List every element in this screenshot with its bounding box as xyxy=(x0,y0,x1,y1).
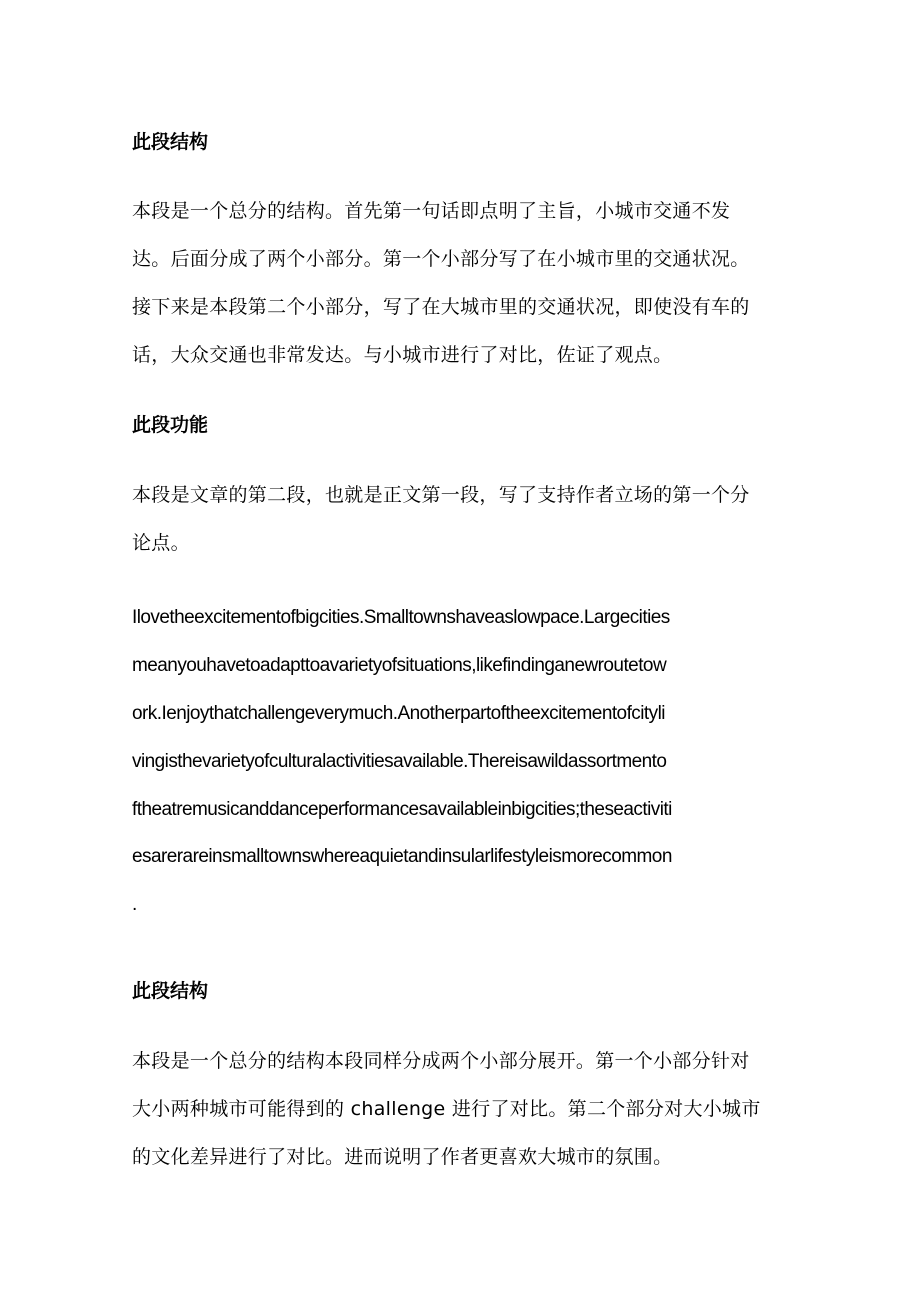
paragraph-line: 的文化差异进行了对比。进而说明了作者更喜欢大城市的氛围。 xyxy=(132,1146,673,1168)
english-passage-line: vingisthevarietyofculturalactivitiesavailable.Thereisawildassortmento xyxy=(132,751,667,772)
english-passage-line: meanyouhavetoadapttoavarietyofsituations,likefindinganewroutetow xyxy=(132,655,667,676)
section-heading-structure-2: 此段结构 xyxy=(132,980,209,1002)
section-heading-structure: 此段结构 xyxy=(132,131,209,153)
english-passage-line: ork.Ienjoythatchallengeverymuch.Anotherpartoftheexcitementofcityli xyxy=(132,703,665,724)
paragraph-line: 本段是一个总分的结构。首先第一句话即点明了主旨，小城市交通不发 xyxy=(132,200,731,222)
paragraph-line: 话，大众交通也非常发达。与小城市进行了对比，佐证了观点。 xyxy=(132,344,673,366)
paragraph-line: 接下来是本段第二个小部分，写了在大城市里的交通状况，即使没有车的 xyxy=(132,296,750,318)
english-passage-line: esarerareinsmalltownswhereaquietandinsularlifestyleismorecommon xyxy=(132,846,672,867)
english-passage-line: Ilovetheexcitementofbigcities.Smalltownshaveaslowpace.Largecities xyxy=(132,607,670,628)
paragraph-line: 本段是文章的第二段，也就是正文第一段，写了支持作者立场的第一个分 xyxy=(132,484,750,506)
paragraph-line: 本段是一个总分的结构本段同样分成两个小部分展开。第一个小部分针对 xyxy=(132,1050,750,1072)
section-heading-function: 此段功能 xyxy=(132,414,209,436)
paragraph-line: 大小两种城市可能得到的 challenge 进行了对比。第二个部分对大小城市 xyxy=(132,1098,761,1120)
english-passage-line: . xyxy=(132,894,137,915)
paragraph-line: 达。后面分成了两个小部分。第一个小部分写了在小城市里的交通状况。 xyxy=(132,248,750,270)
english-passage-line: ftheatremusicanddanceperformancesavailableinbigcities;theseactiviti xyxy=(132,799,672,820)
paragraph-line: 论点。 xyxy=(132,532,190,554)
